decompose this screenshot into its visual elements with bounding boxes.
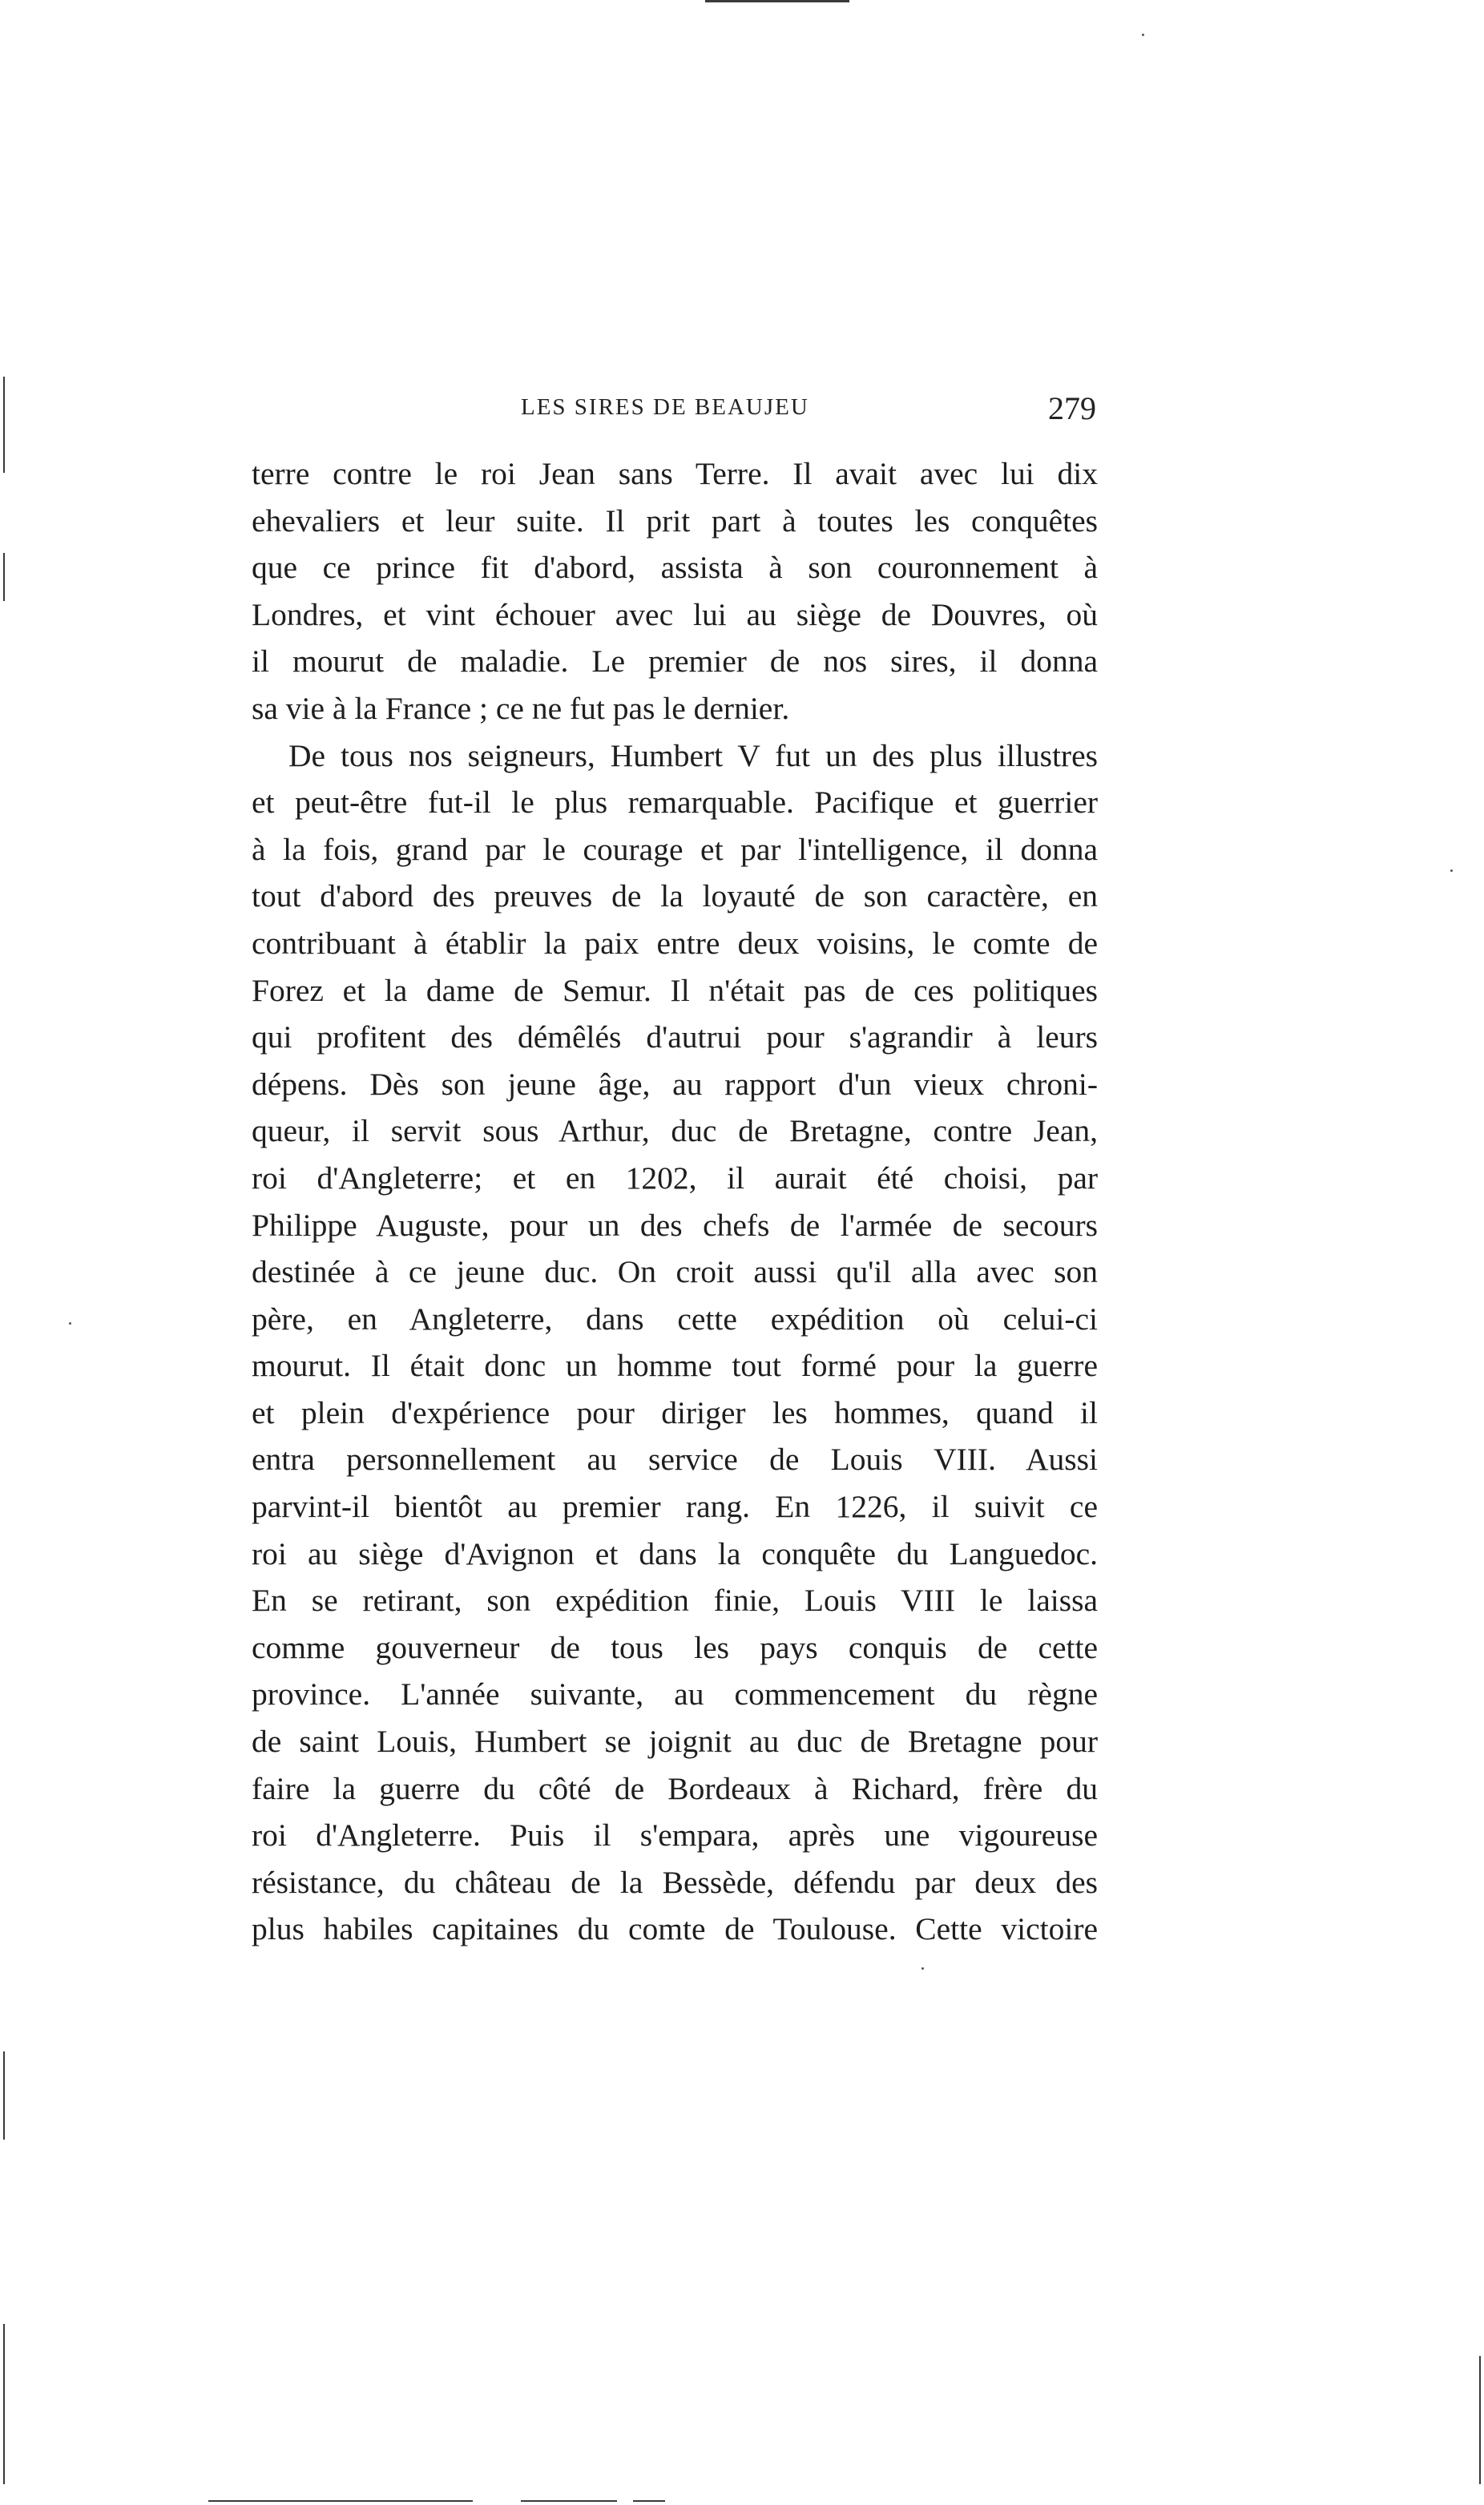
text-line: dépens. Dès son jeune âge, au rapport d'un vieux chroni- <box>252 1066 1098 1102</box>
text-line: tout d'abord des preuves de la loyauté de son caractère, en <box>252 878 1098 914</box>
text-line: à la fois, grand par le courage et par l'intelligence, il donna <box>252 831 1098 867</box>
text-line: terre contre le roi Jean sans Terre. Il avait avec lui dix <box>252 456 1098 491</box>
text-line: contribuant à établir la paix entre deux voisins, le comte de <box>252 925 1098 961</box>
text-line: père, en Angleterre, dans cette expédition où celui-ci <box>252 1301 1098 1337</box>
text-line: ehevaliers et leur suite. Il prit part à toutes les conquêtes <box>252 502 1098 539</box>
text-line: entra personnellement au service de Louis VIII. Aussi <box>252 1442 1098 1478</box>
text-line: il mourut de maladie. Le premier de nos sires, il donna <box>252 643 1098 680</box>
text-line: et plein d'expérience pour diriger les hommes, quand il <box>252 1394 1098 1430</box>
scan-edge-top <box>705 0 849 2</box>
text-line: Londres, et vint échouer avec lui au siège de Douvres, où <box>252 596 1098 632</box>
scan-edge-left-3 <box>3 2051 5 2140</box>
body-text <box>252 450 1098 1953</box>
scan-edge-right <box>1479 2356 1481 2484</box>
scan-edge-bottom-3 <box>633 2500 665 2502</box>
text-line: roi au siège d'Avignon et dans la conquête du Languedoc. <box>252 1535 1098 1571</box>
scan-speck <box>69 1322 71 1325</box>
text-line: roi d'Angleterre; et en 1202, il aurait été choisi, par <box>252 1160 1098 1196</box>
scan-speck <box>921 1967 924 1970</box>
text-line: sa vie à la France ; ce ne fut pas le dernier. <box>252 690 790 726</box>
text-line: Philippe Auguste, pour un des chefs de l'armée de secours <box>252 1207 1098 1243</box>
text-line: et peut-être fut-il le plus remarquable. Pacifique et guerrier <box>252 785 1098 821</box>
scan-edge-left-2 <box>3 553 5 601</box>
page-number: 279 <box>1048 390 1096 426</box>
text-line: mourut. Il était donc un homme tout formé pour la guerre <box>252 1348 1098 1384</box>
scan-speck <box>1142 34 1144 36</box>
text-line: queur, il servit sous Arthur, duc de Bretagne, contre Jean, <box>252 1113 1098 1149</box>
text-line: faire la guerre du côté de Bordeaux à Richard, frère du <box>252 1770 1098 1806</box>
scan-edge-bottom-1 <box>208 2500 473 2502</box>
text-line: parvint-il bientôt au premier rang. En 1226, il suivit ce <box>252 1489 1098 1525</box>
text-line: De tous nos seigneurs, Humbert V fut un des plus illustres <box>288 737 1098 773</box>
text-line: plus habiles capitaines du comte de Toulouse. Cette victoire <box>252 1911 1098 1947</box>
scan-edge-left-4 <box>3 2324 5 2484</box>
text-line: résistance, du château de la Bessède, défendu par deux des <box>252 1864 1098 1900</box>
scan-edge-bottom-2 <box>521 2500 617 2502</box>
text-line: province. L'année suivante, au commencement du règne <box>252 1676 1098 1712</box>
text-line: de saint Louis, Humbert se joignit au duc de Bretagne pour <box>252 1724 1098 1760</box>
scan-edge-left-1 <box>3 377 5 473</box>
scan-speck <box>1450 869 1453 872</box>
text-line: Forez et la dame de Semur. Il n'était pas de ces politiques <box>252 972 1098 1008</box>
text-line: roi d'Angleterre. Puis il s'empara, après une vigoureuse <box>252 1817 1098 1854</box>
text-line: destinée à ce jeune duc. On croit aussi qu'il alla avec son <box>252 1254 1098 1290</box>
text-line: comme gouverneur de tous les pays conquis de cette <box>252 1629 1098 1665</box>
text-line: qui profitent des démêlés d'autrui pour s'agrandir à leurs <box>252 1019 1098 1055</box>
text-line: En se retirant, son expédition finie, Louis VIII le laissa <box>252 1583 1098 1619</box>
running-title: LES SIRES DE BEAUJEU <box>521 394 809 420</box>
text-line: que ce prince fit d'abord, assista à son couronnement à <box>252 550 1098 586</box>
